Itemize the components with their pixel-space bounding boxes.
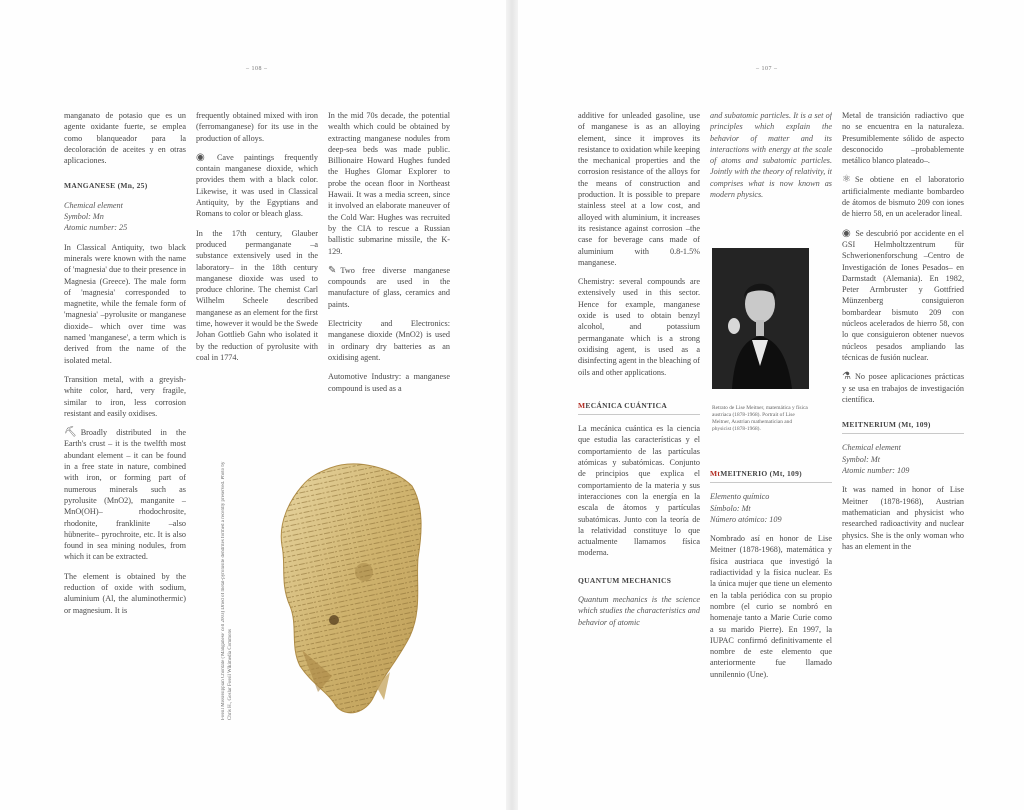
left-column-1 — [64, 110, 186, 722]
meta-line: Símbolo: Mt — [710, 503, 751, 513]
paragraph: Transition metal, with a greyish-white color, hard, very fragile, similar to iron, less corrosion resistant and easily oxidises. — [64, 374, 186, 418]
paragraph — [842, 371, 964, 405]
eye-icon: ◉ — [842, 227, 852, 239]
meta-line: Elemento químico — [710, 492, 770, 502]
paragraph: The element is obtained by the reduction of oxide with sodium, aluminium (Al, the aluminothermic) or magnesium. It is — [64, 571, 186, 615]
pickaxe-icon: ⛏ — [64, 427, 77, 439]
meta-line: Symbol: Mn — [64, 212, 104, 222]
paragraph-text: Se descubrió por accidente en el GSI Helmholtzzentrum für Schwerionenforschung –Centro de Investigación de Iones Pesados– en Darmstadt (Alemania). En 1982, Peter Armbruster y Gottfried Münzenberg consiguieron bombardear bismuto 209 con núcleos acelerados de hierro 58, con lo que consiguieron obtener nuevos núcleos pesados ampliando las técnicas de fusión nuclear. — [842, 228, 964, 362]
paragraph: Electricity and Electronics: manganese dioxide (MnO2) is used in ordinary dry batteries as an oxidising agent. — [328, 319, 450, 362]
paragraph-text: Two free diverse manganese compounds are used in the manufacture of glass, ceramics and paints. — [328, 265, 450, 309]
section-heading-text: MANGANESE (Mn, 25) — [64, 181, 148, 191]
eye-icon: ◉ — [196, 151, 213, 163]
meta-line: Chemical element — [842, 443, 901, 453]
lise-meitner-portrait — [712, 248, 809, 389]
section-heading-meitnerium: MEITNERIUM (Mt, 109) — [842, 419, 964, 434]
paragraph: Nombrado así en honor de Lise Meitner (1878-1968), matemática y física austriaca que investigó la radiactividad y la física nuclear. Es la única mujer que tiene un elemento en la tabla periódica con su propio nombre (el curio se nombró en homenaje tanto a Marie Curie como a su marido Pierre). En 1997, la IUPAC confirmó definitivamente el nombre de este elemento que anteriormente fue llamado unnilennio (Une). — [710, 534, 832, 679]
meta-line: Atomic number: 25 — [64, 223, 128, 233]
meta-line: Número atómico: 109 — [710, 514, 782, 524]
heading-text: MEITNERIO (Mt, 109) — [720, 469, 802, 478]
paragraph: It was named in honor of Lise Meitner (1878-1968), Austrian mathematician and physicist who researched radioactivity and nuclear physics. She is the only woman who has an element in the — [842, 485, 964, 551]
element-meta — [842, 442, 964, 476]
paragraph: In Classical Antiquity, two black minerals were known with the name of 'magnesia' due to their presence in Magnesia (Greece). The male form of 'magnesia' corresponded to magnetite, while the female form of 'magnesia' –pyrolusite or manganese dioxide– which over time was named 'manganese', a term which is derived from the name of the isolated metal. — [64, 242, 186, 365]
paragraph — [842, 228, 964, 364]
paragraph: Quantum mechanics is the science which studies the characteristics and behavior of atomic — [578, 594, 700, 627]
right-column-1 — [578, 110, 700, 722]
page-number-left: – 108 – — [246, 66, 268, 72]
paragraph-text: Se obtiene en el laboratorio artificialmente mediante bombardeo de átomos de bismuto 209 con iones de hierro 58, en un acelerador lineal. — [842, 175, 964, 219]
paragraph-text: Broadly distributed in the Earth's crust – it is the twelfth most abundant element – it can be found in a free state in nature, combined with iron, or forming part of numerous minerals such as pyrolusite (MnO2), manganite –MnO(OH)– rhodochrosite, rhodonite, franklinite –also hübnerite– pyrochroite, etc. It is also found in sea mining nodules, from which it can be extracted. — [64, 428, 186, 562]
paragraph: Automotive Industry: a manganese compound is used as a — [328, 372, 450, 393]
meta-line: Symbol: Mt — [842, 454, 880, 464]
heading-initial: M — [578, 400, 586, 410]
paragraph: In the 17th century, Glauber produced permanganate –a substance extensively used in the laboratory– in the 18th century manganese dioxide was used to produce chlorine. The chemist Carl Wilhelm Scheele described manganese as an element for the first time, however it would be the Swede Johan Gottlieb Gahn who isolated it by the reduction of pyrolusite with coal in 1774. — [196, 228, 318, 362]
heading-initial: Mt — [710, 469, 721, 478]
paragraph: and subatomic particles. It is a set of principles which explain the behavior of matter and its interactions with energy at the scale of atoms and subatomic particles. Jointly with the theory of relativity, it comprises what is now known as modern physics. — [710, 111, 832, 200]
paragraph — [64, 427, 186, 563]
paragraph-text: No posee aplicaciones prácticas y se usa en trabajos de investigación científica. — [842, 372, 964, 404]
paragraph — [842, 174, 964, 219]
paragraph: Chemistry: several compounds are extensively used in this sector. Hence for example, manganese oxide is used to obtain benzyl alcohol, and potassium permanganate which is a strong oxidising agent, is used as a disinfecting agent in the bleaching of oils and other applications. — [578, 277, 700, 377]
meta-line: Chemical element — [64, 200, 123, 210]
right-column-2-bottom — [710, 462, 832, 722]
element-meta — [64, 200, 186, 234]
brush-icon: ✎ — [328, 264, 337, 276]
atom-icon: ⚛ — [842, 174, 851, 186]
flask-icon: ⚗ — [842, 371, 851, 383]
section-heading-meitnerio — [710, 468, 832, 483]
right-column-3 — [842, 110, 964, 722]
paragraph: La mecánica cuántica es la ciencia que estudia las características y el comportamiento de las partículas atómicas y subatómicas. Conjunto de principios que explica el comportamiento de la materia y sus interacciones con la energía en la escala de átomos y partículas subatómicas. Junto con la teoría de la relatividad constituye lo que actualmente llamamos física moderna. — [578, 424, 700, 558]
element-meta — [710, 491, 832, 525]
paragraph: additive for unleaded gasoline, use of manganese is as an alloying element, since it improves its resistance to oxidation while keeping the mechanical properties and the corrosion resistance of the alloys for the means of construction and production. It is possible to prepare stainless steel at a low cost, and alloyed with aluminium, it increases its resistance against corrosion –the case for beverage cans made of aluminium with 0.8-1.5% manganese. — [578, 111, 700, 267]
portrait-caption: Retrato de Lise Meitner, matemática y física austriaca (1878-1968). Portrait of Lise Meitner, Austrian mathematician and physicist (1878-1968). — [712, 405, 808, 432]
portrait-image — [712, 248, 809, 389]
paragraph: manganato de potasio que es un agente oxidante fuerte, se emplea como blanqueador para la decoloración de aceites y en otras aplicaciones. — [64, 111, 186, 166]
page-number-right: – 107 – — [756, 66, 778, 72]
paragraph — [196, 152, 318, 220]
left-column-2 — [196, 110, 318, 455]
section-heading-quantum-es — [578, 400, 700, 415]
section-heading — [64, 180, 186, 191]
heading-text: ECÁNICA CUÁNTICA — [585, 400, 668, 410]
paragraph: In the mid 70s decade, the potential wealth which could be obtained by extracting manganese nodules from deep-sea beds was made public. Billionaire Howard Hughes funded the Hughes Glomar Explorer to probe the ocean floor in Northeast Hawaii. It was a media screen, since it involved an elaborate maneuver of the Cold War: Hughes was recruited by the CIA to rescue a Russian ballistic submarine missile, the K-129. — [328, 111, 450, 256]
fossil-image-caption: Fossil Mississippian Chordate ('Manganese' cell 2003) Dried of metal-pyrolusite dendrites formed a recently preserved. Photo by Chris H., Goslar Fossil Wikimedia Commons — [221, 461, 233, 720]
left-column-3 — [328, 110, 450, 455]
book-gutter — [506, 0, 518, 810]
right-column-2-top — [710, 110, 832, 240]
paragraph: Metal de transición radiactivo que no se encuentra en la naturaleza. Presumiblemente sólido de aspecto desconocido –probablemente metálico blanco plateado–. — [842, 111, 964, 166]
section-heading-quantum-en: QUANTUM MECHANICS — [578, 575, 672, 585]
meta-line: Atomic number: 109 — [842, 466, 910, 476]
paragraph: frequently obtained mixed with iron (ferromanganese) for its use in the production of alloys. — [196, 111, 318, 143]
paragraph — [328, 265, 450, 310]
fossil-fragment-image — [272, 460, 432, 722]
paragraph-text: Cave paintings frequently contain manganese dioxide, which provides them with a black color. Likewise, it was used in Classical Antiquity, by the Egyptians and Romans to color or bleach glass. — [196, 152, 318, 219]
